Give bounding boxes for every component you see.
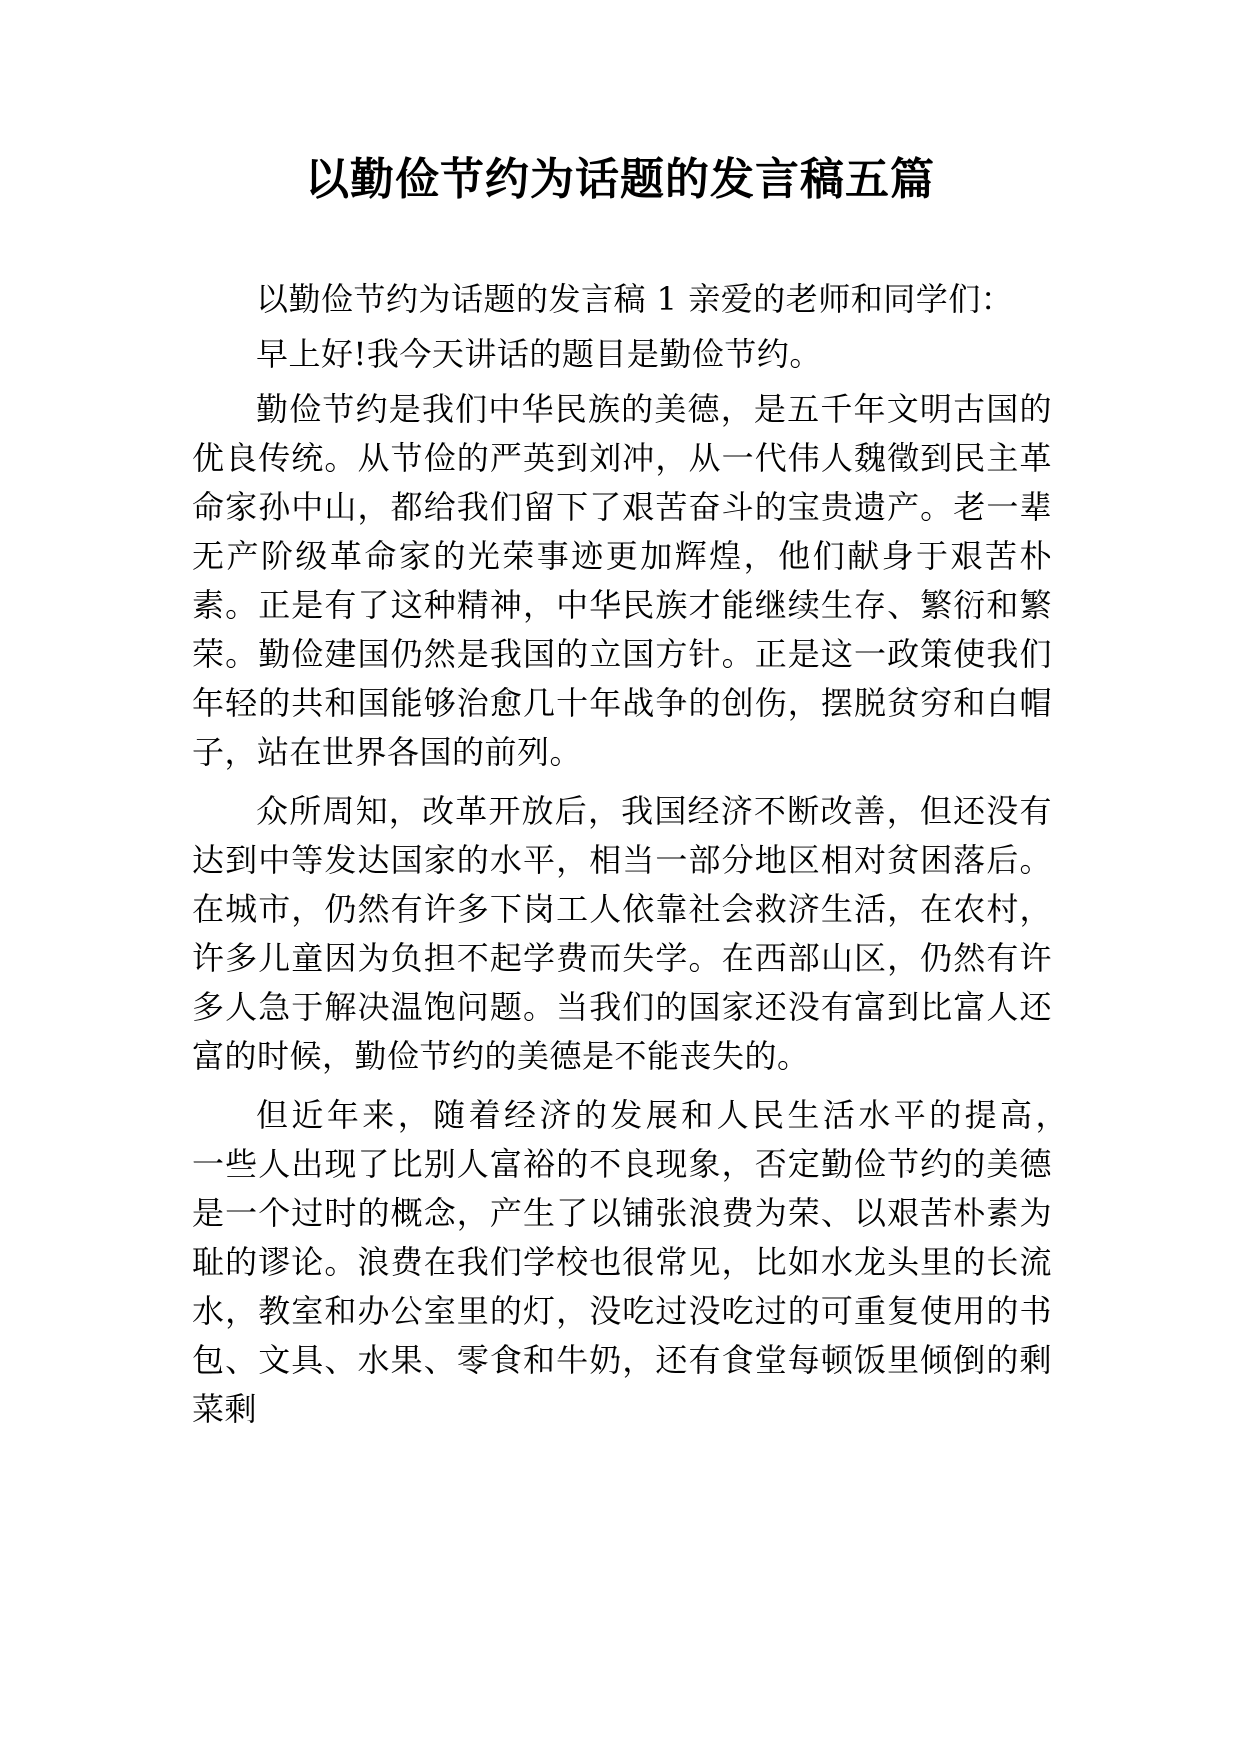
document-title: 以勤俭节约为话题的发言稿五篇 bbox=[305, 154, 935, 205]
document-body bbox=[192, 275, 1085, 1444]
paragraph-waste: 但近年来，随着经济的发展和人民生活水平的提高， 一些人出现了比别人富裕的不良现象，否定勤俭节约的美德是一个过时的概念，产生了以铺张浪费为荣、以艰苦朴素为耻的谬论。浪费在我们学校也很常见，比如水龙头里的长流水，教室和办公室里的灯，没吃过没吃过的可重复使用的书包、文具、水果、零食和牛奶，还有食堂每顿饭里倾倒的剩菜剩 bbox=[192, 1096, 1085, 1428]
paragraph-economy: 众所周知，改革开放后，我国经济不断改善，但还没有达到中等发达国家的水平，相当一部分地区相对贫困落后。在城市，仍然有许多下岗工人依靠社会救济生活，在农村，许多儿童因为负担不起学费而失学。在西部山区，仍然有许多人急于解决温饱问题。当我们的国家还没有富到比富人还富的时候，勤俭节约的美德是不能丧失的。 bbox=[192, 792, 1052, 1075]
paragraph-topic: 早上好!我今天讲话的题目是勤俭节约。 bbox=[256, 335, 822, 373]
paragraph-tradition: 勤俭节约是我们中华民族的美德，是五千年文明古国的优良传统。从节俭的严英到刘冲，从一代伟人魏徵到民主革命家孙中山，都给我们留下了艰苦奋斗的宝贵遗产。老一辈无产阶级革命家的光荣事迹更加辉煌，他们献身于艰苦朴素。正是有了这种精神，中华民族才能继续生存、繁衍和繁荣。勤俭建国仍然是我国的立国方针。正是这一政策使我们年轻的共和国能够治愈几十年战争的创伤，摆脱贫穷和白帽子，站在世界各国的前列。 bbox=[192, 390, 1052, 771]
paragraph-greeting: 以勤俭节约为话题的发言稿 1 亲爱的老师和同学们： bbox=[256, 280, 1014, 318]
